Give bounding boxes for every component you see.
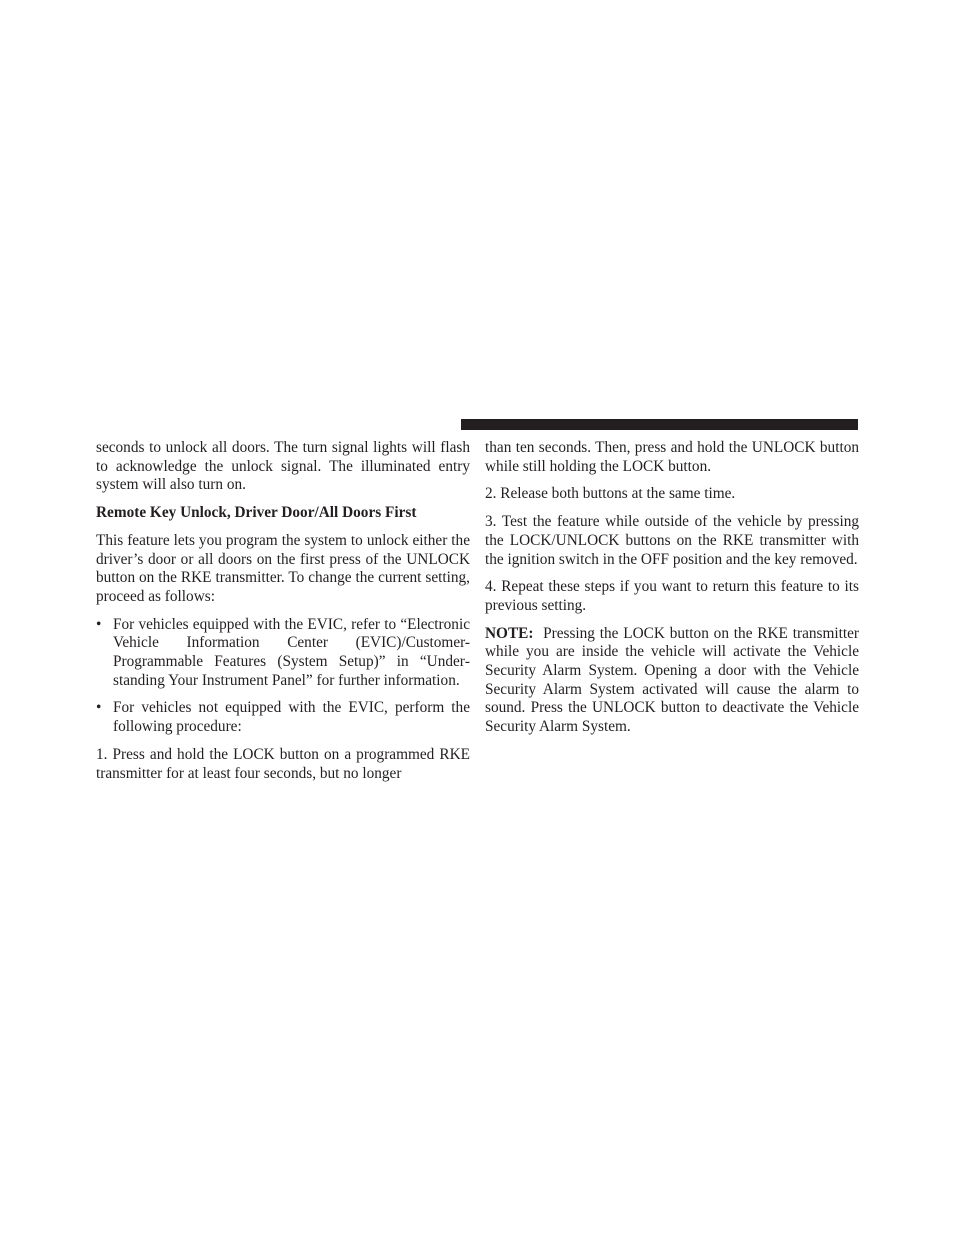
note-text: Pressing the LOCK button on the RKE transmitter while you are inside the vehicle will activate the Vehicle Security Alarm System. Opening a door with the Vehicle Security Alarm System activated will cause the alarm to sound. Press the UNLOCK button to deactivate the Vehicle Security Alarm System. [485, 624, 859, 736]
step-4: 4. Repeat these steps if you want to return this feature to its previous setting. [485, 578, 859, 614]
bullet-dot-icon: • [96, 699, 102, 717]
right-column [485, 439, 859, 746]
note-label: NOTE: [485, 624, 534, 642]
section-body: This feature lets you program the system to unlock either the driver’s door or all doors on the first press of the UNLOCK button on the RKE transmitter. To change the current setting, proceed as follows: [96, 531, 470, 605]
bullet-item [96, 699, 470, 736]
step-2: 2. Release both buttons at the same time. [485, 485, 736, 503]
bullet-dot-icon: • [96, 615, 102, 633]
step-3: 3. Test the feature while outside of the vehicle by pressing the LOCK/UNLOCK buttons on the RKE transmitter with the ignition switch in the OFF position and the key removed. [485, 513, 859, 568]
section-heading: Remote Key Unlock, Driver Door/All Doors First [96, 504, 417, 522]
header-rule-bar [461, 419, 858, 430]
note-paragraph [485, 625, 859, 737]
step-1-continued: than ten seconds. Then, press and hold the UNLOCK button while still holding the LOCK button. [485, 439, 859, 475]
left-column [96, 439, 470, 792]
bullet-item [96, 616, 470, 691]
intro-paragraph: seconds to unlock all doors. The turn signal lights will flash to acknowledge the unlock signal. The illuminated entry system will also turn on. [96, 439, 470, 494]
bullet-text: For vehicles equipped with the EVIC, refer to “Electronic Vehicle Information Center (EVIC)/Customer-Programmable Features (System Setup)” in “Understanding Your Instrument Panel” for further information. [113, 615, 470, 689]
step-1: 1. Press and hold the LOCK button on a programmed RKE transmitter for at least four seconds, but no longer [96, 745, 470, 782]
bullet-text: For vehicles not equipped with the EVIC, perform the following procedure: [113, 699, 470, 736]
